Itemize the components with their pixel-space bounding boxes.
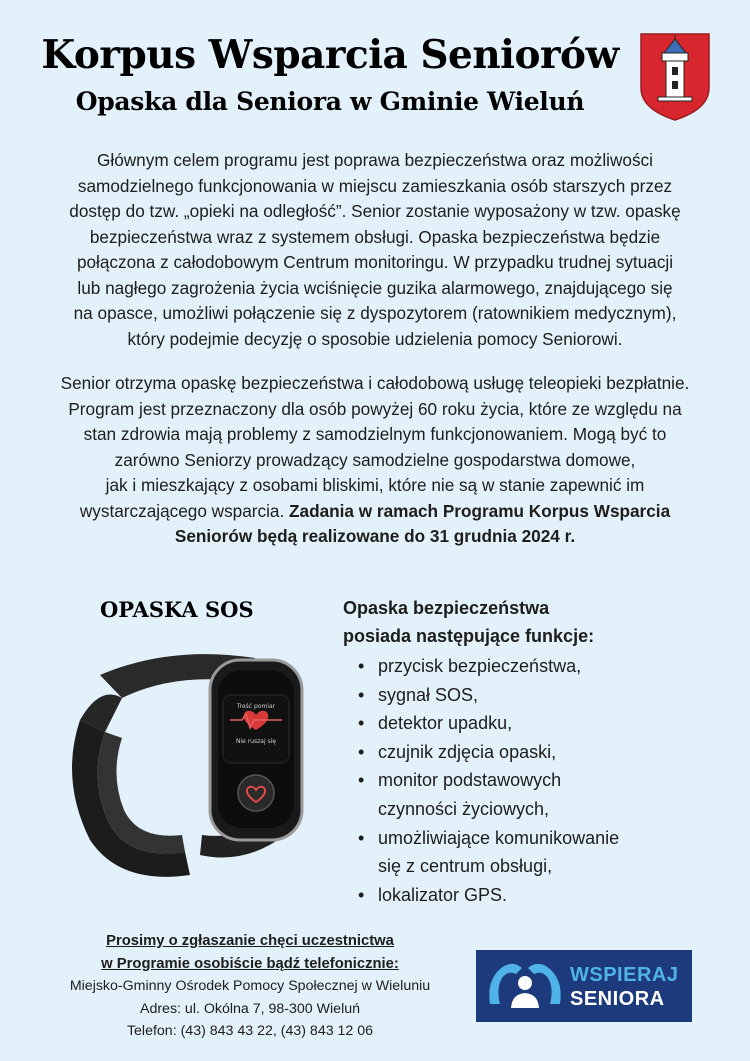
list-item (358, 738, 619, 767)
contact-address: Adres: ul. Okólna 7, 98-300 Wieluń (139, 1000, 361, 1017)
page-subtitle: Opaska dla Seniora w Gminie Wieluń (75, 87, 585, 116)
program-paragraph (22, 371, 728, 550)
features-heading (343, 594, 594, 650)
intro-paragraph (22, 148, 728, 352)
sos-title: OPASKA SOS (100, 597, 254, 622)
feature-text: się z centrum obsługi, (378, 856, 553, 877)
logo-word-1: WSPIERAJ (570, 964, 679, 986)
program-line (22, 499, 728, 525)
list-item (358, 766, 619, 823)
feature-text: sygnał SOS, (378, 684, 479, 705)
program-deadline: Seniorów będą realizowane do 31 grudnia 2024 r. (174, 526, 576, 546)
screen-line-1: Treść pomiar (236, 703, 276, 710)
intro-line: lub nagłego zagrożenia życia wciśnięcie guzika alarmowego, znajdującego się (77, 277, 673, 298)
program-line: jak i mieszkający z osobami bliskimi, które nie są w stanie zapewnić im (105, 475, 645, 495)
program-line-start: wystarczającego wsparcia. (79, 500, 290, 521)
hands-senior-icon (484, 956, 566, 1016)
sos-wristband-icon (60, 640, 310, 890)
intro-line: dostęp do tzw. „opieki na odległość”. Senior zostanie wyposażony w tzw. opaskę (69, 201, 681, 221)
intro-line: Głównym celem programu jest poprawa bezpieczeństwa oraz możliwości (97, 150, 653, 170)
feature-text: przycisk bezpieczeństwa, (378, 656, 582, 676)
list-item (358, 681, 619, 710)
program-deadline-bold: Zadania w ramach Programu Korpus Wsparcia (289, 500, 671, 521)
feature-text: czujnik zdjęcia opaski, (378, 741, 557, 762)
logo-word-2: SENIORA (570, 988, 665, 1010)
features-list (358, 652, 619, 909)
list-item (358, 881, 619, 910)
intro-line: na opasce, umożliwi połączenie się z dyspozytorem (ratownikiem medycznym), (73, 303, 677, 323)
intro-line: połączona z całodobowym Centrum monitoringu. W przypadku trudnej sytuacji (76, 252, 674, 272)
program-line: Senior otrzyma opaskę bezpieczeństwa i całodobową usługę teleopieki bezpłatnie. (60, 373, 690, 393)
intro-line: samodzielnego funkcjonowania w miejscu zamieszkania osób starszych przez (77, 175, 673, 196)
program-line: zarówno Seniorzy prowadzący samodzielne gospodarstwa domowe, (114, 449, 636, 470)
wielun-coat-of-arms-icon (640, 33, 710, 121)
feature-text: • umożliwiające komunikowanie (378, 827, 620, 848)
program-line: stan zdrowia mają problemy z samodzielnym funkcjonowaniem. Mogą być to (83, 424, 667, 444)
intro-line: który podejmie decyzję o sposobie udzielenia pomocy Seniorowi. (127, 328, 623, 349)
contact-phone: Telefon: (43) 843 43 22, (43) 843 12 06 (126, 1023, 374, 1039)
wspieraj-seniora-logo (476, 950, 692, 1022)
feature-text: detektor upadku, (378, 713, 513, 734)
screen-line-2: Nie ruszaj się (235, 738, 277, 745)
feature-text: lokalizator GPS. (378, 884, 508, 905)
list-item (358, 709, 619, 738)
intro-line: bezpieczeństwa wraz z systemem obsługi. Opaska bezpieczeństwa będzie (89, 226, 661, 247)
feature-text: czynności życiowych, (378, 798, 550, 819)
contact-call-to-action: Prosimy o zgłaszanie chęci uczestnictwa (106, 933, 394, 949)
feature-text: • monitor podstawowych (378, 770, 562, 791)
page-title: Korpus Wsparcia Seniorów (41, 32, 619, 78)
list-item (358, 652, 619, 681)
features-heading-line: posiada następujące funkcje: (343, 626, 595, 646)
list-item (358, 824, 619, 881)
contact-block (20, 930, 480, 1043)
program-line: Program jest przeznaczony dla osób powyżej 60 roku życia, które ze względu na (68, 398, 682, 419)
contact-call-to-action: w Programie osobiście bądź telefonicznie: (101, 955, 399, 972)
features-heading-line: Opaska bezpieczeństwa (343, 598, 550, 618)
contact-institution: Miejsko-Gminny Ośrodek Pomocy Społecznej w Wieluniu (69, 978, 431, 994)
